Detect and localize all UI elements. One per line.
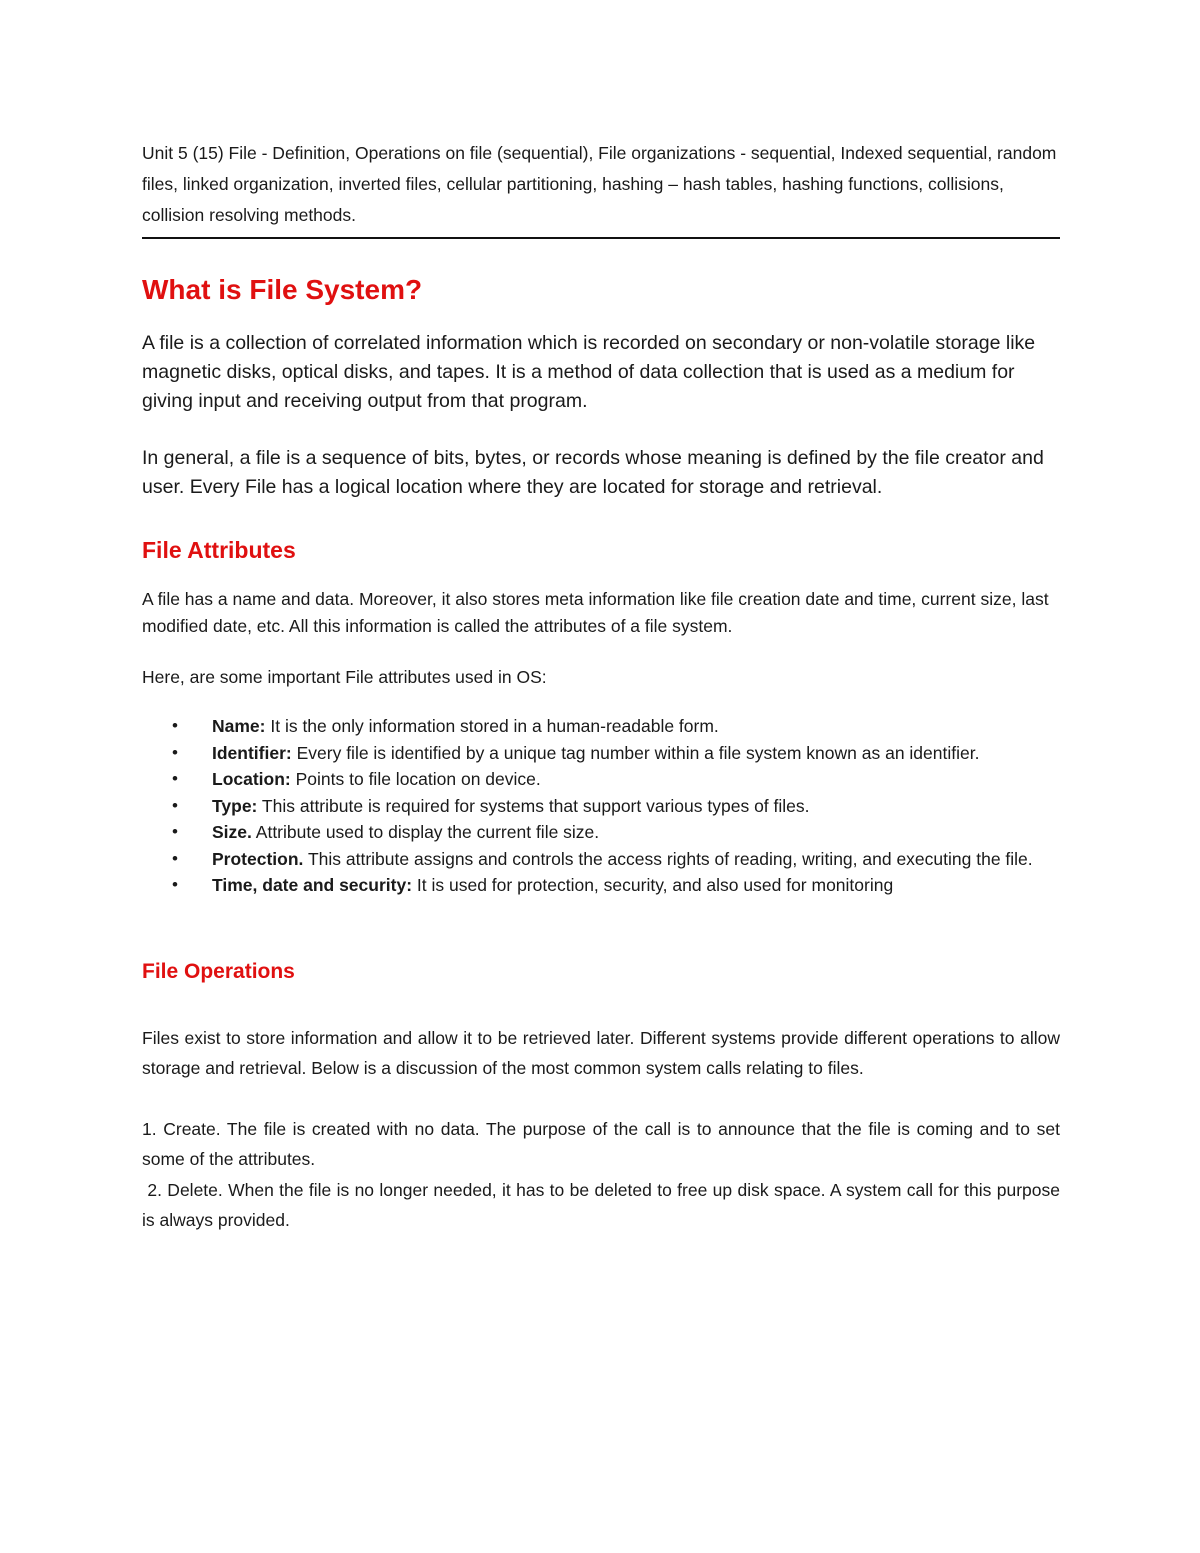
attributes-list bbox=[142, 713, 1060, 899]
operations-intro-paragraph: Files exist to store information and allow it to be retrieved later. Different systems provide different operations to allow storage and retrieval. Below is a discussion of the most common system calls relating to files. bbox=[142, 1027, 1060, 1078]
attribute-desc: This attribute assigns and controls the access rights of reading, writing, and executing the file. bbox=[303, 848, 1033, 869]
document-page bbox=[142, 138, 1060, 1236]
attributes-list-intro: Here, are some important File attributes used in OS: bbox=[142, 667, 547, 687]
operation-delete bbox=[142, 1175, 1060, 1236]
attribute-desc: It is used for protection, security, and also used for monitoring bbox=[412, 875, 894, 895]
attribute-term: Name: bbox=[212, 716, 266, 736]
operation-text: Delete. When the file is no longer needed, it has to be deleted to free up disk space. A system call for this purpose is always provided. bbox=[142, 1179, 1060, 1230]
list-item bbox=[142, 713, 1060, 740]
attribute-desc: Every file is identified by a unique tag number within a file system known as an identifier. bbox=[291, 742, 980, 763]
attribute-term: Type: bbox=[212, 795, 258, 816]
header-rule bbox=[142, 237, 1060, 239]
list-item bbox=[142, 872, 1060, 899]
bullet-icon: • bbox=[172, 848, 178, 868]
attribute-term: Size. bbox=[212, 822, 252, 842]
attribute-desc: This attribute is required for systems that support various types of files. bbox=[257, 795, 810, 816]
bullet-icon: • bbox=[172, 875, 178, 894]
heading-file-operations: File Operations bbox=[142, 959, 295, 983]
bullet-icon: • bbox=[172, 742, 178, 762]
list-item bbox=[142, 819, 1060, 846]
attribute-desc: Attribute used to display the current file size. bbox=[251, 822, 600, 842]
operation-create bbox=[142, 1114, 1060, 1175]
attribute-term: Location: bbox=[212, 769, 291, 789]
heading-file-attributes: File Attributes bbox=[142, 537, 296, 563]
bullet-icon: • bbox=[172, 795, 178, 815]
bullet-icon: • bbox=[172, 769, 178, 788]
heading-what-is-file-system: What is File System? bbox=[142, 274, 423, 305]
list-item bbox=[142, 740, 1060, 767]
attribute-term: Time, date and security: bbox=[212, 875, 413, 895]
attribute-term: Identifier: bbox=[212, 742, 292, 763]
attributes-intro-paragraph: A file has a name and data. Moreover, it also stores meta information like file creation date and time, current size, last modified date, etc. All this information is called the attributes of a file system. bbox=[142, 589, 1049, 636]
attribute-desc: It is the only information stored in a human-readable form. bbox=[265, 716, 719, 736]
file-general-paragraph: In general, a file is a sequence of bits, bytes, or records whose meaning is defined by the file creator and user. Every File has a logical location where they are located for storage and retrieval. bbox=[142, 447, 1044, 498]
bullet-icon: • bbox=[172, 716, 178, 735]
unit-header: Unit 5 (15) File - Definition, Operations on file (sequential), File organizations - sequential, Indexed sequential, random files, linked organization, inverted files, cellular partitioning, hashing – hash tables, hashing functions, collisions, collision resolving methods. bbox=[142, 143, 1057, 225]
list-item bbox=[142, 766, 1060, 793]
operation-text: Create. The file is created with no data. The purpose of the call is to announce that the file is coming and to set some of the attributes. bbox=[142, 1118, 1060, 1169]
attribute-desc: Points to file location on device. bbox=[290, 769, 541, 789]
operation-number: 2. bbox=[142, 1179, 162, 1200]
list-item bbox=[142, 846, 1060, 873]
bullet-icon: • bbox=[172, 822, 178, 841]
operation-number: 1. bbox=[142, 1118, 157, 1139]
attribute-term: Protection. bbox=[212, 848, 304, 869]
file-definition-paragraph: A file is a collection of correlated information which is recorded on secondary or non-volatile storage like magnetic disks, optical disks, and tapes. It is a method of data collection that is used as a medium for giving input and receiving output from that program. bbox=[142, 332, 1036, 412]
list-item bbox=[142, 793, 1060, 820]
